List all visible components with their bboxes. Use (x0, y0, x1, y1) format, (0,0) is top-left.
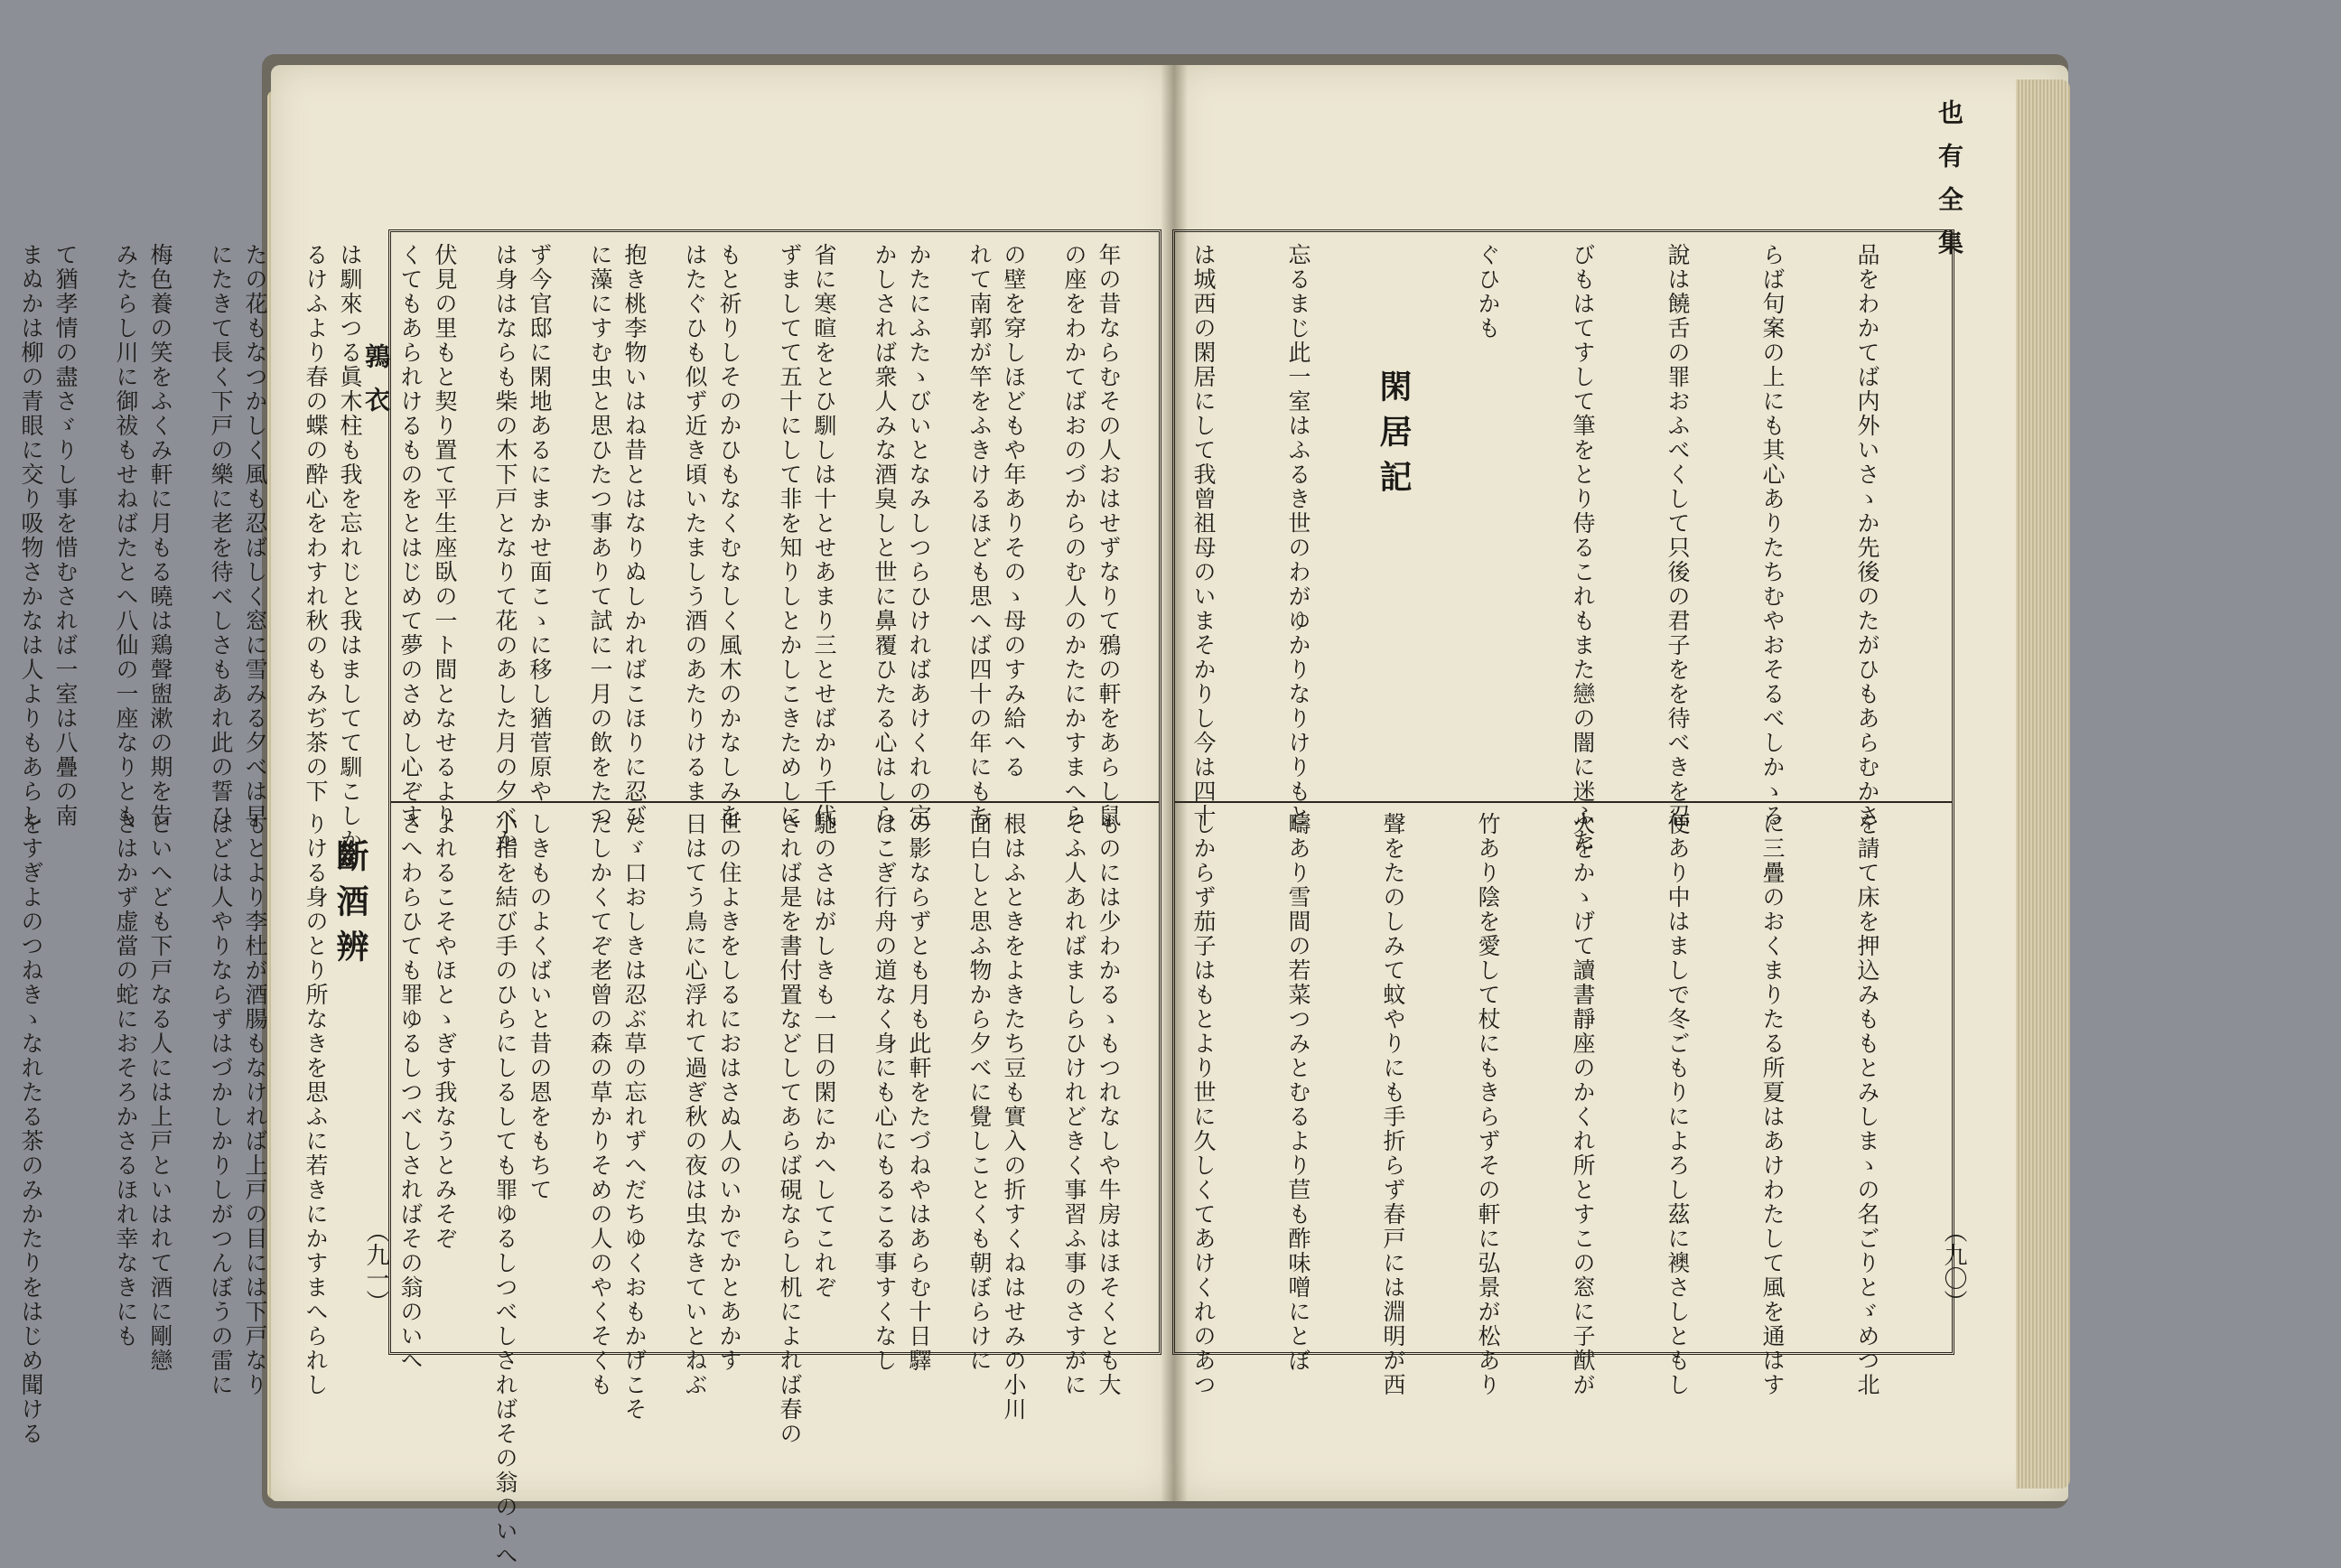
text-column: は馴來つる眞木柱も我を忘れじと我はましてて馴こしか (337, 243, 363, 853)
text-column: たしかくてぞ老曾の森の草かりそめの人のやくそくも (587, 812, 613, 1397)
text-column: 馳のさはがしきも一日の閑にかへしてこれぞ (811, 812, 837, 1300)
text-column: 火をかゝげて讀書靜座のかくれ所とすこの窓に子猷が (1570, 812, 1596, 1397)
text-column: ぐひかも (1475, 243, 1501, 341)
text-column: 根はふときをよきたち豆も實入の折すくねはせみの小川 (1001, 812, 1027, 1422)
right-page-number: （九〇） (1940, 1219, 1967, 1313)
text-column: 日はてう鳥に心浮れて過ぎ秋の夜は虫なきていとねぶ (682, 812, 708, 1397)
text-column: よれるこそやほとゝぎす我なうとみそぞ (432, 812, 458, 1251)
text-column: をすぎよのつねきゝなれたる茶のみかたりをはじめ聞ける (18, 812, 44, 1446)
left-running-head: 鶉衣 (361, 343, 391, 430)
text-column: るけふより春の蝶の酔心をわすれ秋のもみぢ茶の下 (303, 243, 329, 804)
text-column: そふ人あればましらひけれどきく事習ふ事のさすがに (1061, 812, 1087, 1397)
text-column: 便あり中はましで冬ごもりによろし茲に襖さしともし (1665, 812, 1691, 1397)
text-column: もとより李杜が酒腸もなければ上戸の目には下戸なり (242, 812, 268, 1397)
text-column: みたらし川に御祓もせねばたとへ八仙の一座なりとも (113, 243, 139, 828)
text-column: ほどは人やりならずはづかしかりしがつんぼうの雷に (208, 812, 234, 1397)
text-column: 世の住よきをしるにおはさぬ人のいかでかとあかす (716, 812, 742, 1373)
text-column: の影ならずとも月も此軒をたづねやはあらむ十日驛 (906, 812, 932, 1373)
section-title: 斷酒辨 (331, 839, 369, 975)
text-column: らば句案の上にも其心ありたちむやおそるべしかゝる (1759, 243, 1786, 828)
text-column: 品をわかてば内外いさゝか先後のたがひもあらむかさ (1854, 243, 1880, 828)
text-column: されば是を書付置などしてあらば硯ならし机によれば春の (777, 812, 803, 1446)
text-column: にたきて長く下戸の樂に老を待べしさもあれ此の誓ひ (208, 243, 234, 828)
text-column: ずましてて五十にして非を知りしとかしこきためしに (777, 243, 803, 828)
left-page-number: （九一） (362, 1219, 389, 1313)
section-title: 閑居記 (1375, 369, 1413, 505)
text-column: かしされば衆人みな酒臭しと世に鼻覆ひたる心はしら (872, 243, 898, 828)
text-column: の座をわかてばおのづからのむ人のかたにかすまへら (1061, 243, 1087, 828)
text-column: の壁を穿しほどもや年ありそのゝ母のすみ給へる (1001, 243, 1027, 779)
text-column: 忘るまじ此一室はふるき世のわがゆかりなりけりもと (1285, 243, 1311, 828)
text-column: 梅色養の笑をふくみ軒に月もる曉は鶏聲盥漱の期を告 (147, 243, 173, 828)
text-column: もと祈りしそのかひもなくむなしく風木のかなしみを (716, 243, 742, 828)
text-column: たの花もなつかしく風も忍ばしく窓に雪みる夕べは早 (242, 243, 268, 828)
text-column: 說は饒舌の罪おふべくして只後の君子をを待べきを忍 (1665, 243, 1691, 828)
text-column: しきものよくばいと昔の恩をもちて (527, 812, 553, 1202)
text-column: りける身のとり所なきを思ふに若きにかすまへられし (303, 812, 329, 1397)
text-column: 面白しと思ふ物から夕べに覺しことくも朝ぼらけに (966, 812, 993, 1373)
text-column: といへども下戸なる人には上戸といはれて酒に剛戀 (147, 812, 173, 1373)
text-column: はこぎ行舟の道なく身にも心にもるこる事すくなし (872, 812, 898, 1373)
text-column: かたにふたゝびいとなみしつらひければあけくれの定 (906, 243, 932, 828)
text-column: 省に寒暄をとひ馴しは十とせあまり三とせばかり千代 (811, 243, 837, 828)
text-column: しからず茄子はもとより世に久しくてあけくれのあつ (1190, 812, 1217, 1397)
text-column: くてもあられけるものをとはじめて夢のさめし心ぞす (397, 243, 424, 828)
text-column: びもはてすして筆をとり侍るこれもまた戀の闇に迷ふた (1570, 243, 1596, 853)
text-column: たゞ口おしきは忍ぶ草の忘れずへだちゆくおもかげこそ (621, 812, 648, 1422)
text-column: さはかず虚當の蛇におそろかさるほれ幸なきにも (113, 812, 139, 1349)
text-column: に三疊のおくまりたる所夏はあけわたして風を通はす (1759, 812, 1786, 1397)
text-column: は城西の閑居にして我曾祖母のいまそかりし今は四十 (1190, 243, 1217, 828)
text-column: 伏見の里もと契り置て平生座臥の一ト間となせるより (432, 243, 458, 828)
text-column: 聲をたのしみて蚊やりにも手折らず春戸には淵明が西 (1380, 812, 1406, 1397)
page-edge-right (2016, 79, 2070, 1489)
horizontal-divider (1175, 801, 1952, 803)
text-column: 疇あり雪間の若菜つみとむるより苣も酢味噌にとぼ (1285, 812, 1311, 1373)
text-column: 抱き桃李物いはね昔とはなりぬしかればこほりに忍び (621, 243, 648, 828)
text-column: 年の昔ならむその人おはせずなりて鴉の軒をあらし鼠 (1096, 243, 1122, 828)
text-column: はたぐひも似ず近き頃いたましう酒のあたりけるま (682, 243, 708, 804)
text-column: ず今官邸に閑地あるにまかせ面こゝに移し猶菅原や (527, 243, 553, 804)
text-column: て猶孝情の盡さゞりし事を惜むされば一室は八疊の南 (52, 243, 79, 828)
text-column: は身はならも柴の木下戸となりて花のあした月の夕べか (492, 243, 518, 853)
horizontal-divider (391, 801, 1159, 803)
text-column: 竹あり陰を愛して杖にもきらずその軒に弘景が松あり (1475, 812, 1501, 1397)
right-running-head: 也有全集 (1935, 99, 1964, 273)
text-column: に藻にすむ虫と思ひたつ事ありて試に一月の飲をたつ (587, 243, 613, 828)
text-column: 小指を結び手のひらにしるしても罪ゆるしつべしさればその翁のいへ (492, 812, 518, 1568)
text-column: さへわらひても罪ゆるしつべしさればその翁のいへ (397, 812, 424, 1373)
text-column: を請て床を押込みももとみしまゝの名ごりとゞめつ北 (1854, 812, 1880, 1397)
text-column: まぬかは柳の青眼に交り吸物さかなは人よりもあらし (18, 243, 44, 828)
text-column: ものには少わかるゝもつれなしや牛房はほそくとも大 (1096, 812, 1122, 1397)
text-column: れて南郭が竿をふきけるほども思へば四十の年にもち (966, 243, 993, 828)
